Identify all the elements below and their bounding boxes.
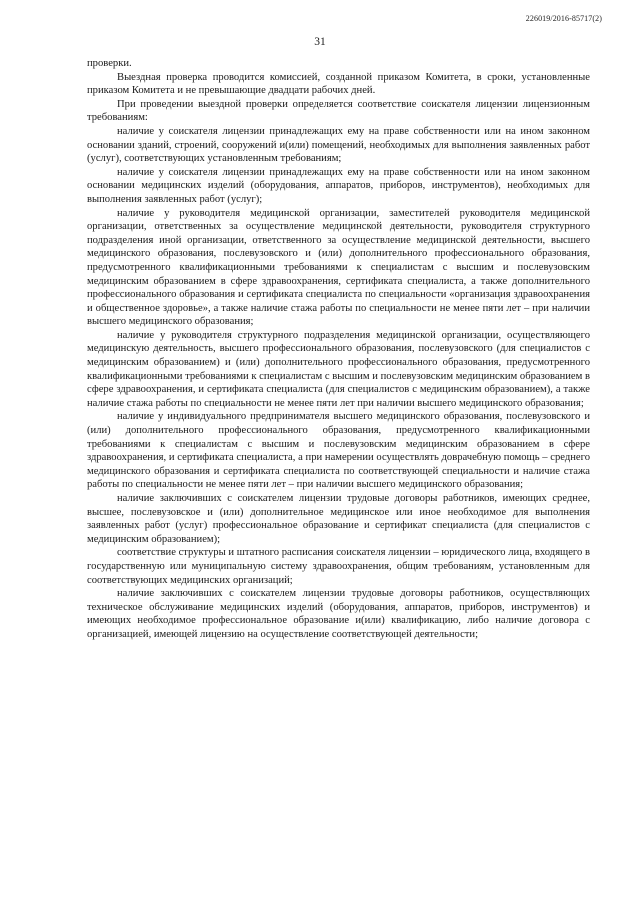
paragraph: наличие заключивших с соискателем лицензии трудовые договоры работников, имеющих среднее, высшее, послевузовское и (или) дополнительное медицинское или иное необходимое для выполнения заявленных работ (услуг) профессиональное образование и сертификат специалиста (для специалистов с медицинским образованием); xyxy=(87,493,590,545)
paragraph: Выездная проверка проводится комиссией, созданной приказом Комитета, в сроки, установленные приказом Комитета и не превышающие двадцати рабочих дней. xyxy=(87,71,590,97)
paragraph: наличие у руководителя медицинской организации, заместителей руководителя медицинской организации, ответственных за осуществление медицинской деятельности, руководителя структурного подразделения иной организации, ответственного за осуществление медицинской деятельности, высшего медицинского образования, послевузовского и (или) дополнительного профессионального образования, предусмотренного квалификационными требованиями к специалистам с высшим и послевузовским медицинским образованием в сфере здравоохранения, сертификата специалиста, а также дополнительного профессионального образования и сертификата специалиста по специальности «организация здравоохранения и общественное здоровье», а также наличие стажа работы по специальности не менее пяти лет – при наличии высшего медицинского образования; xyxy=(87,207,590,328)
paragraph: соответствие структуры и штатного расписания соискателя лицензии – юридического лица, входящего в государственную или муниципальную систему здравоохранения, общим требованиям, установленным для соответствующих медицинских организаций; xyxy=(87,547,590,586)
paragraph: наличие у соискателя лицензии принадлежащих ему на праве собственности или на ином законном основании медицинских изделий (оборудования, аппаратов, приборов, инструментов), необходимых для выполнения заявленных работ (услуг); xyxy=(87,166,590,205)
document-registration-number: 226019/2016-85717(2) xyxy=(525,14,602,23)
page-number: 31 xyxy=(314,36,326,48)
paragraph: наличие у индивидуального предпринимателя высшего медицинского образования, послевузовского и (или) дополнительного профессионального образования, предусмотренного квалификационными требованиями к специалистам с высшим и послевузовским медицинским образованием в сфере здравоохранения, и сертификата специалиста, а при намерении осуществлять доврачебную помощь – среднего медицинского образования и сертификата специалиста по соответствующей специальности и наличие стажа работы по специальности не менее пяти лет – при наличии высшего медицинского образования; xyxy=(87,411,590,491)
paragraph: наличие у руководителя структурного подразделения медицинской организации, осуществляющего медицинскую деятельность, высшего профессионального образования, послевузовского (для специалистов с медицинским образованием) и (или) дополнительного профессионального образования, предусмотренного квалификационными требованиями к специалистам с высшим и послевузовским медицинским образованием в сфере здравоохранения, и сертификата специалиста (для специалистов с медицинским образованием), а также наличие стажа работы по специальности не менее пяти лет при наличии высшего медицинского образования; xyxy=(87,329,590,409)
paragraph: При проведении выездной проверки определяется соответствие соискателя лицензии лицензионным требованиям: xyxy=(87,98,590,124)
document-body xyxy=(87,57,590,642)
paragraph: наличие у соискателя лицензии принадлежащих ему на праве собственности или на ином законном основании зданий, строений, сооружений и(или) помещений, необходимых для выполнения заявленных работ (услуг), соответствующих установленным требованиям; xyxy=(87,125,590,165)
paragraph: проверки. xyxy=(87,58,132,69)
paragraph: наличие заключивших с соискателем лицензии трудовые договоры работников, осуществляющих техническое обслуживание медицинских изделий (оборудования, аппаратов, приборов, инструментов) и имеющих необходимое профессиональное образование и(или) квалификацию, либо наличие договора с организацией, имеющей лицензию на осуществление соответствующей деятельности; xyxy=(87,588,590,640)
